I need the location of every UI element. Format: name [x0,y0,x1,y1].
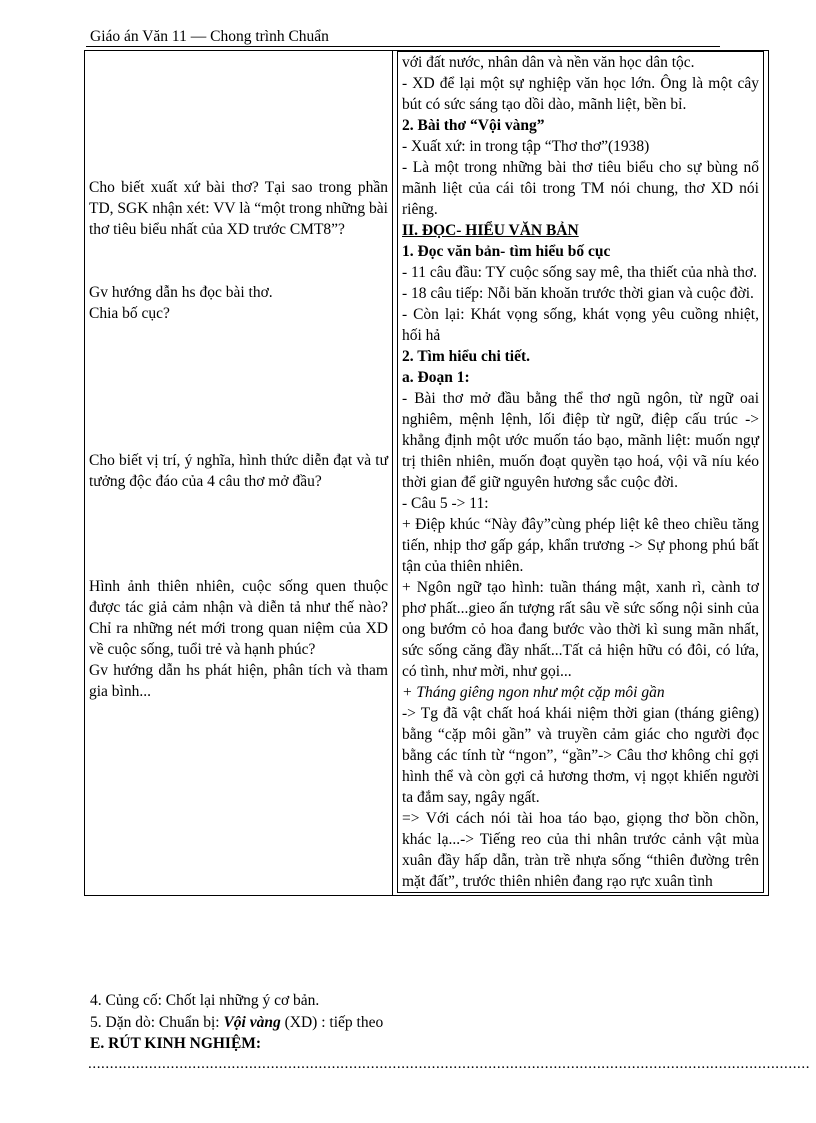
heading-poem: 2. Bài thơ “Vội vàng” [402,117,545,134]
content-text: - Xuất xứ: in trong tập “Thơ thơ”(1938) [402,138,650,155]
subheading-part1: a. Đoạn 1: [402,369,470,386]
content-text: - Là một trong những bài thơ tiêu biểu cho sự bùng nổ mãnh liệt của cái tôi trong TM nói chung, thơ XD nói riêng. [402,159,759,218]
content-frame [397,51,764,893]
subheading-reading: 1. Đọc văn bản- tìm hiểu bố cục [402,243,611,260]
lesson-footer [90,990,383,1055]
instruction-analyze: Gv hướng dẫn hs phát hiện, phân tích và tham gia bình... [89,662,388,700]
content-text: - 18 câu tiếp: Nỗi băn khoăn trước thời gian và cuộc đời. [402,285,754,302]
section-heading: II. ĐỌC- HIỂU VĂN BẢN [402,222,579,239]
teacher-activity-column [85,51,393,896]
content-column [393,51,769,896]
question-structure: Chia bố cục? [89,305,170,322]
footer-consolidation: 4. Củng cố: Chốt lại những ý cơ bản. [90,992,320,1009]
footer-experience-heading: E. RÚT KINH NGHIỆM: [90,1035,262,1052]
dotted-line: ...................................................................................................................................................................... [88,1056,811,1072]
table-row [85,51,769,896]
header-divider [86,46,720,47]
content-text: - Còn lại: Khát vọng sống, khát vọng yêu cuồng nhiệt, hối hả [402,306,759,344]
lesson-table [84,50,769,896]
question-origin: Cho biết xuất xứ bài thơ? Tại sao trong phần TD, SGK nhận xét: VV là “một trong những bài thơ tiêu biểu nhất của XD trước CMT8”? [89,179,388,238]
subheading-detail: 2. Tìm hiểu chi tiết. [402,348,531,365]
content-text: => Với cách nói tài hoa táo bạo, giọng thơ bồn chồn, khác lạ...-> Tiếng reo của thi nhân trước cảnh vật mùa xuân đầy hấp dẫn, tràn trề nhựa sống “thiên đường trên mặt đất”, trước thiên nhiên đang rạo rực xuân tình [402,810,759,890]
instruction-read: Gv hướng dẫn hs đọc bài thơ. [89,284,273,301]
content-text: + Điệp khúc “Này đây”cùng phép liệt kê theo chiều tăng tiến, nhịp thơ gấp gáp, khẩn trương -> Sự phong phú bất tận của thiên nhiên. [402,516,759,575]
content-quote: + Tháng giêng ngon như một cặp môi gần [402,684,665,701]
content-text: với đất nước, nhân dân và nền văn học dân tộc. [402,54,695,71]
content-text: - Bài thơ mở đầu bằng thể thơ ngũ ngôn, từ ngữ oai nghiêm, mệnh lệnh, lối điệp từ ngữ, điệp cấu trúc -> khẳng định một ước muốn táo bạo, mãnh liệt: muốn ngự trị thiên nhiên, muốn đoạt quyền tạo hoá, vội vã níu kéo thời gian để giữ nguyên hương sắc cuộc đời. [402,390,759,491]
page-header: Giáo án Văn 11 — Chong trình Chuẩn [90,28,329,45]
question-opening-lines: Cho biết vị trí, ý nghĩa, hình thức diễn đạt và tư tưởng độc đáo của 4 câu thơ mở đầu? [89,452,388,490]
content-text: - 11 câu đầu: TY cuộc sống say mê, tha thiết của nhà thơ. [402,264,757,281]
content-text: + Ngôn ngữ tạo hình: tuần tháng mật, xanh rì, cành tơ phơ phất...gieo ấn tượng rất sâu về sức sống nội sinh của ong bướm cỏ hoa đang bước vào thời kì sung mãn nhất, sức sống căng đầy nhất...Tất cả hiện hữu có đôi, có lứa, có tình, như mời, như gọi... [402,579,759,680]
footer-homework: 5. Dặn dò: Chuẩn bị: Vội vàng (XD) : tiếp theo [90,1013,384,1031]
homework-title: Vội vàng [223,1013,281,1031]
question-nature-life: Hình ảnh thiên nhiên, cuộc sống quen thuộc được tác giả cảm nhận và diễn tả như thế nào? Chỉ ra những nét mới trong quan niệm của XD về cuộc sống, tuổi trẻ và hạnh phúc? [89,578,388,658]
content-text: - XD để lại một sự nghiệp văn học lớn. Ông là một cây bút có sức sáng tạo dồi dào, mãnh liệt, bền bỉ. [402,75,759,113]
content-text: -> Tg đã vật chất hoá khái niệm thời gian (tháng giêng) bằng “cặp môi gần” và truyền cảm giác cho người đọc bằng các tính từ “ngon”, “gần”-> Câu thơ không chỉ gợi hình thể và còn gợi cả hương thơm, vị ngọt khiến người ta đắm say, ngây ngất. [402,705,759,806]
content-text: - Câu 5 -> 11: [402,495,489,512]
